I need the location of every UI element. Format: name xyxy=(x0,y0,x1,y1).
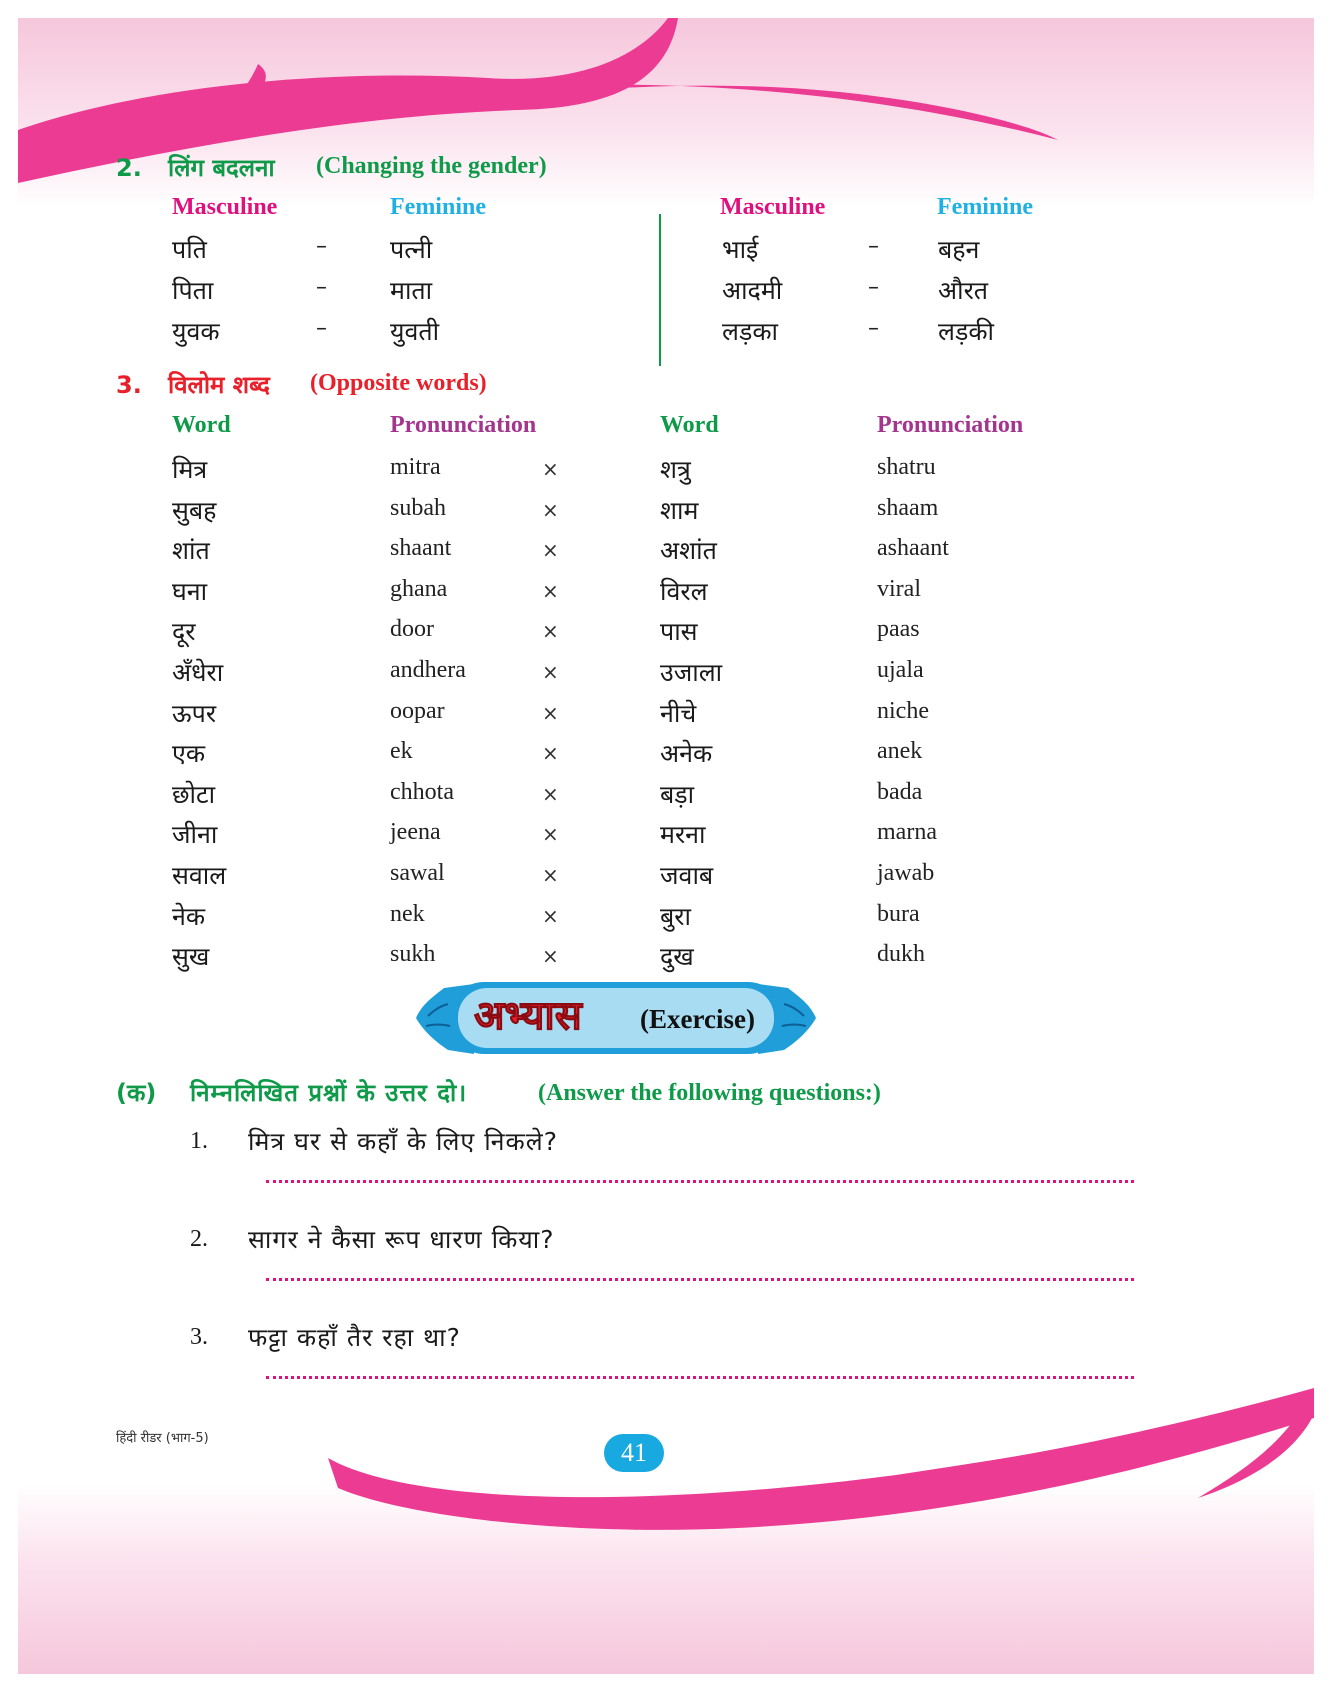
pronunciation-header-right: Pronunciation xyxy=(877,412,1024,438)
word-right: शत्रु xyxy=(660,455,691,484)
opposite-cross: × xyxy=(542,944,559,968)
feminine-word: माता xyxy=(390,276,433,305)
masculine-word: पिता xyxy=(172,276,214,305)
feminine-header-right: Feminine xyxy=(937,194,1033,220)
pronunciation-left: andhera xyxy=(390,657,466,683)
feminine-word: युवती xyxy=(390,317,440,346)
word-left: एक xyxy=(172,739,206,768)
bottom-swoosh xyxy=(18,1388,1314,1674)
pronunciation-right: dukh xyxy=(877,941,925,967)
page xyxy=(18,18,1314,1674)
word-left: अँधेरा xyxy=(172,658,224,687)
question-text: फट्टा कहाँ तैर रहा था? xyxy=(248,1323,461,1352)
opposite-cross: × xyxy=(542,457,559,481)
section2-title-hindi: लिंग बदलना xyxy=(168,154,275,182)
word-right: मरना xyxy=(660,820,706,849)
question-text: मित्र घर से कहाँ के लिए निकले? xyxy=(248,1127,558,1156)
word-left: जीना xyxy=(172,820,218,849)
column-divider xyxy=(659,214,661,366)
pronunciation-left: oopar xyxy=(390,698,445,724)
pronunciation-right: anek xyxy=(877,738,923,764)
pronunciation-right: niche xyxy=(877,698,929,724)
word-left: सवाल xyxy=(172,861,227,890)
pronunciation-left: door xyxy=(390,616,434,642)
feminine-word: बहन xyxy=(938,235,980,264)
word-right: शाम xyxy=(660,496,699,525)
word-left: मित्र xyxy=(172,455,208,484)
part-instruction-hindi: निम्नलिखित प्रश्नों के उत्तर दो। xyxy=(190,1079,468,1107)
opposite-cross: × xyxy=(542,660,559,684)
feminine-word: पत्नी xyxy=(390,235,433,264)
pronunciation-left: sukh xyxy=(390,941,436,967)
part-label: (क) xyxy=(116,1079,157,1107)
section2-number: 2. xyxy=(116,154,142,182)
pronunciation-right: bada xyxy=(877,779,923,805)
opposite-cross: × xyxy=(542,619,559,643)
opposite-cross: × xyxy=(542,782,559,806)
masculine-word: भाई xyxy=(722,235,759,264)
word-right: विरल xyxy=(660,577,708,606)
word-right: अनेक xyxy=(660,739,713,768)
masculine-word: आदमी xyxy=(722,276,783,305)
pronunciation-left: ghana xyxy=(390,576,448,602)
pronunciation-right: shaam xyxy=(877,495,939,521)
pronunciation-right: jawab xyxy=(877,860,935,886)
pronunciation-left: ek xyxy=(390,738,413,764)
word-right: जवाब xyxy=(660,861,714,890)
pronunciation-left: sawal xyxy=(390,860,445,886)
masculine-word: पति xyxy=(172,235,207,264)
word-left: सुबह xyxy=(172,496,217,525)
masculine-word: युवक xyxy=(172,317,220,346)
opposite-cross: × xyxy=(542,741,559,765)
pronunciation-right: ashaant xyxy=(877,535,949,561)
word-left: सुख xyxy=(172,942,210,971)
pronunciation-left: shaant xyxy=(390,535,452,561)
pronunciation-right: shatru xyxy=(877,454,936,480)
opposite-cross: × xyxy=(542,579,559,603)
opposite-cross: × xyxy=(542,538,559,562)
masculine-header-left: Masculine xyxy=(172,194,278,220)
pronunciation-left: chhota xyxy=(390,779,454,805)
question-number: 2. xyxy=(190,1226,208,1252)
pronunciation-left: mitra xyxy=(390,454,441,480)
word-left: दूर xyxy=(172,617,196,646)
book-title: हिंदी रीडर (भाग-5) xyxy=(116,1431,209,1446)
question-text: सागर ने कैसा रूप धारण किया? xyxy=(248,1225,555,1254)
pronunciation-right: bura xyxy=(877,901,920,927)
feminine-word: औरत xyxy=(938,276,989,305)
word-right: नीचे xyxy=(660,699,697,728)
masculine-word: लड़का xyxy=(722,317,779,346)
answer-line[interactable] xyxy=(266,1180,1134,1183)
word-right: बुरा xyxy=(660,902,691,931)
word-right: अशांत xyxy=(660,536,717,565)
exercise-title-hindi: अभ्यास xyxy=(474,993,582,1039)
word-left: शांत xyxy=(172,536,210,565)
section3-title-hindi: विलोम शब्द xyxy=(168,371,270,399)
dash: – xyxy=(316,316,327,341)
pronunciation-right: ujala xyxy=(877,657,924,683)
opposite-cross: × xyxy=(542,904,559,928)
pronunciation-left: subah xyxy=(390,495,446,521)
question-number: 1. xyxy=(190,1128,208,1154)
answer-line[interactable] xyxy=(266,1278,1134,1281)
question-number: 3. xyxy=(190,1324,208,1350)
word-left: नेक xyxy=(172,902,206,931)
dash: – xyxy=(868,316,879,341)
opposite-cross: × xyxy=(542,863,559,887)
pronunciation-right: paas xyxy=(877,616,920,642)
word-right: दुख xyxy=(660,942,694,971)
word-right: बड़ा xyxy=(660,780,695,809)
section2-title-english: (Changing the gender) xyxy=(316,153,547,179)
pronunciation-left: jeena xyxy=(390,819,441,845)
dash: – xyxy=(868,275,879,300)
word-header-left: Word xyxy=(172,412,231,438)
pronunciation-right: marna xyxy=(877,819,937,845)
pronunciation-left: nek xyxy=(390,901,425,927)
opposite-cross: × xyxy=(542,498,559,522)
word-left: घना xyxy=(172,577,208,606)
page-number: 41 xyxy=(604,1434,664,1472)
masculine-header-right: Masculine xyxy=(720,194,826,220)
dash: – xyxy=(316,275,327,300)
section3-title-english: (Opposite words) xyxy=(310,370,487,396)
dash: – xyxy=(868,234,879,259)
part-instruction-english: (Answer the following questions:) xyxy=(538,1080,881,1106)
feminine-header-left: Feminine xyxy=(390,194,486,220)
pronunciation-right: viral xyxy=(877,576,921,602)
opposite-cross: × xyxy=(542,701,559,725)
opposite-cross: × xyxy=(542,822,559,846)
exercise-title-english: (Exercise) xyxy=(640,1004,755,1034)
word-left: छोटा xyxy=(172,780,216,809)
dash: – xyxy=(316,234,327,259)
answer-line[interactable] xyxy=(266,1376,1134,1379)
word-left: ऊपर xyxy=(172,699,217,728)
pronunciation-header-left: Pronunciation xyxy=(390,412,537,438)
section3-number: 3. xyxy=(116,371,142,399)
feminine-word: लड़की xyxy=(938,317,995,346)
word-right: पास xyxy=(660,617,698,646)
word-right: उजाला xyxy=(660,658,723,687)
word-header-right: Word xyxy=(660,412,719,438)
